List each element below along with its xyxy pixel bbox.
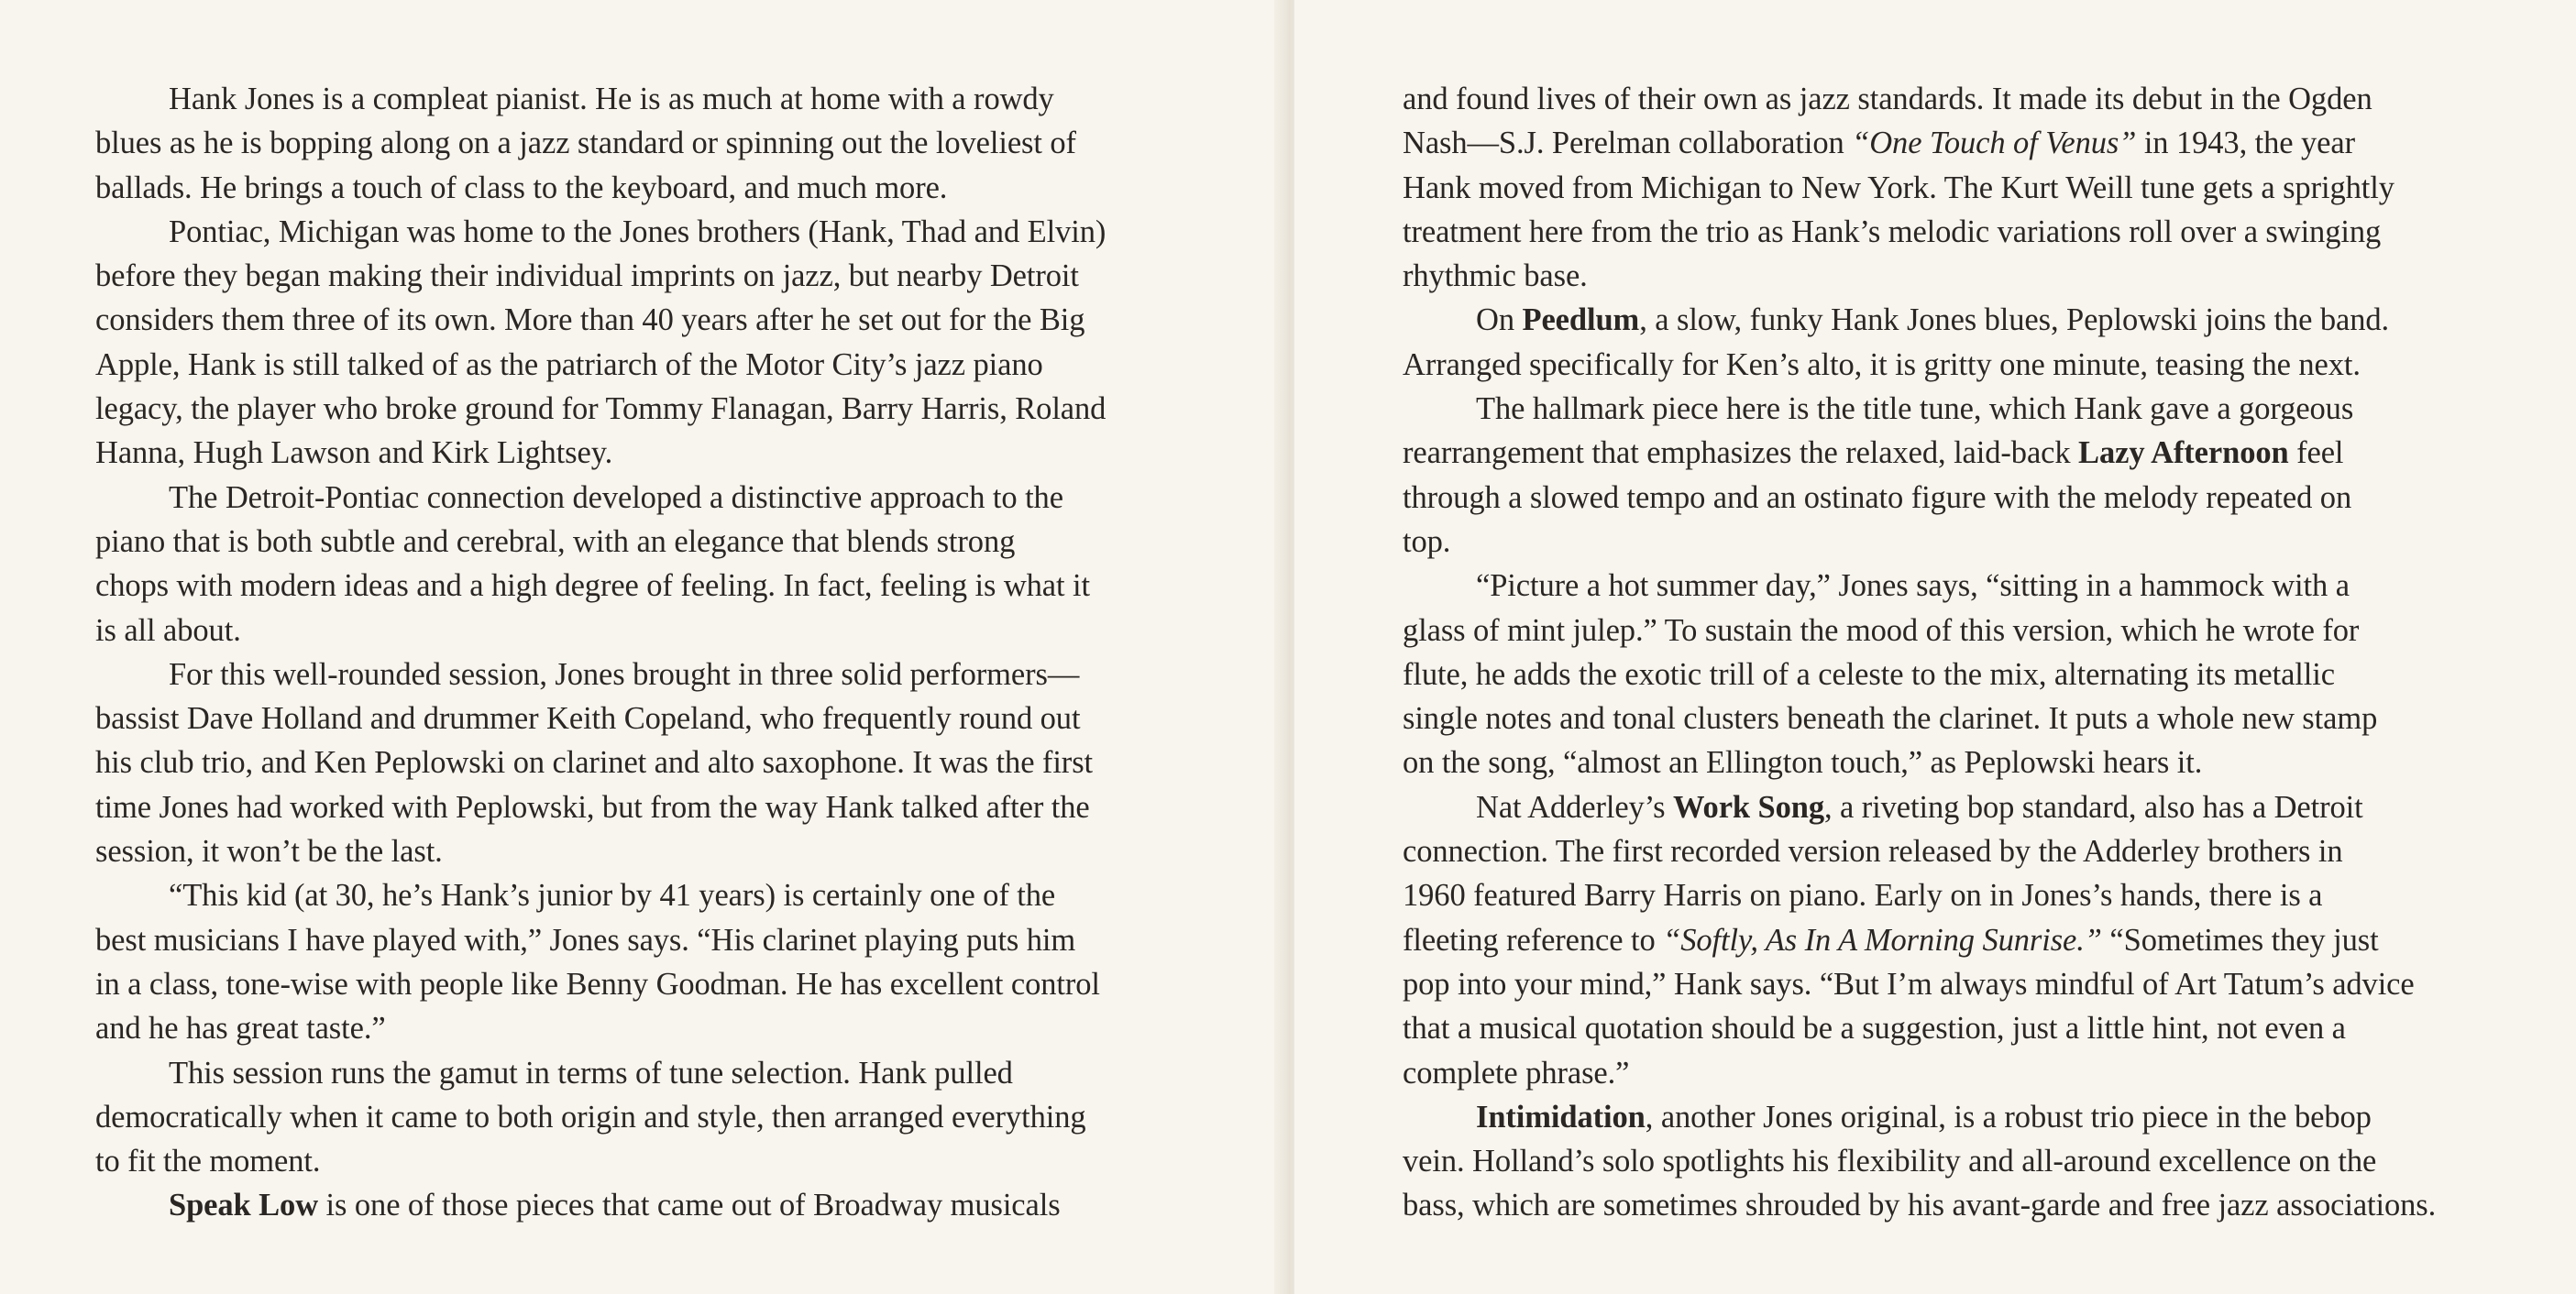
left-paragraph-5	[95, 873, 1205, 1050]
text-line: pop into your mind,” Hank says. “But I’m always mindful of Art Tatum’s advice	[1403, 966, 2415, 1002]
text-lines	[1403, 967, 2415, 1091]
text-line: chops with modern ideas and a high degree of feeling. In fact, feeling is what it	[95, 568, 1091, 604]
text-line: in 1943, the year	[2136, 126, 2355, 161]
text-line: session, it won’t be the last.	[95, 834, 443, 870]
text-line: , a riveting bop standard, also has a Detroit	[1824, 789, 2363, 825]
text-line: This session runs the gamut in terms of tune selection. Hank pulled	[169, 1055, 1013, 1091]
text-lines	[1403, 1144, 2436, 1223]
text-line: considers them three of its own. More than 40 years after he set out for the Big	[95, 302, 1085, 338]
text-line: treatment here from the trio as Hank’s melodic variations roll over a swinging	[1403, 214, 2382, 249]
text-line: is all about.	[95, 612, 241, 648]
text-line: bassist Dave Holland and drummer Keith Copeland, who frequently round out	[95, 701, 1081, 737]
text-line: Apple, Hank is still talked of as the patriarch of the Motor City’s jazz piano	[95, 346, 1043, 382]
text-line: top.	[1403, 523, 1451, 559]
text-line: The Detroit-Pontiac connection developed a distinctive approach to the	[169, 479, 1063, 515]
text-line: rearrangement that emphasizes the relaxed, laid-back	[1403, 435, 2079, 471]
text-lines	[1403, 170, 2394, 294]
tune-title-speak-low: Speak Low	[169, 1188, 319, 1223]
text-line: Nash—S.J. Perelman collaboration	[1403, 126, 1853, 161]
text-line: best musicians I have played with,” Jones says. “His clarinet playing puts him	[95, 922, 1076, 958]
left-text-column	[95, 77, 1205, 1228]
text-line: time Jones had worked with Peplowski, but from the way Hank talked after the	[95, 789, 1090, 825]
left-paragraph-2	[95, 210, 1205, 476]
text-line: Nat Adderley’s	[1476, 789, 1674, 825]
text-line: rhythmic base.	[1403, 258, 1588, 294]
left-paragraph-1	[95, 77, 1205, 210]
paragraph-one-touch-of-venus	[1403, 77, 2539, 298]
left-paragraph-6	[95, 1051, 1205, 1184]
text-line: single notes and tonal clusters beneath the clarinet. It puts a whole new stamp	[1403, 701, 2378, 737]
text-line: fleeting reference to	[1403, 922, 1664, 958]
text-line: Hank moved from Michigan to New York. The Kurt Weill tune gets a sprightly	[1403, 170, 2394, 205]
text-line: “Picture a hot summer day,” Jones says, “sitting in a hammock with a	[1476, 568, 2350, 604]
paragraph-text: is one of those pieces that came out of Broadway musicals	[318, 1188, 1061, 1223]
right-text-column	[1403, 77, 2539, 1228]
text-line: Arranged specifically for Ken’s alto, it is gritty one minute, teasing the next.	[1403, 346, 2361, 382]
text-line: feel	[2288, 435, 2344, 471]
left-paragraph-3	[95, 476, 1205, 652]
text-lines	[1403, 480, 2351, 559]
text-line: Hanna, Hugh Lawson and Kirk Lightsey.	[95, 435, 613, 471]
text-line: to fit the moment.	[95, 1144, 321, 1179]
text-line: , another Jones original, is a robust trio piece in the bebop	[1645, 1099, 2372, 1135]
tune-title-peedlum: Peedlum	[1522, 302, 1640, 338]
left-page	[0, 0, 1282, 1294]
tune-title-lazy-afternoon: Lazy Afternoon	[2078, 435, 2289, 471]
text-line: Pontiac, Michigan was home to the Jones brothers (Hank, Thad and Elvin)	[169, 214, 1106, 249]
text-line: through a slowed tempo and an ostinato figure with the melody repeated on	[1403, 479, 2352, 515]
paragraph-peedlum	[1403, 298, 2539, 387]
text-line: The hallmark piece here is the title tune, which Hank gave a gorgeous	[1476, 391, 2354, 427]
text-line: On	[1476, 302, 1523, 338]
text-line: democratically when it came to both origin and style, then arranged everything	[95, 1099, 1086, 1135]
text-line: vein. Holland’s solo spotlights his flexibility and all-around excellence on the	[1403, 1144, 2377, 1179]
tune-title-work-song: Work Song	[1673, 789, 1824, 825]
text-line: 1960 featured Barry Harris on piano. Early on in Jones’s hands, there is a	[1403, 878, 2323, 914]
text-line: legacy, the player who broke ground for Tommy Flanagan, Barry Harris, Roland	[95, 391, 1106, 427]
text-line: blues as he is bopping along on a jazz standard or spinning out the loveliest of	[95, 126, 1076, 161]
text-line: on the song, “almost an Ellington touch,” as Peplowski hears it.	[1403, 745, 2203, 781]
text-line: “Sometimes they just	[2101, 922, 2379, 958]
text-line: before they began making their individual imprints on jazz, but nearby Detroit	[95, 258, 1079, 294]
text-line: For this well-rounded session, Jones brought in three solid performers—	[169, 656, 1080, 692]
right-page	[1294, 0, 2576, 1294]
left-paragraph-4	[95, 652, 1205, 873]
text-line: ballads. He brings a touch of class to the keyboard, and much more.	[95, 170, 948, 205]
text-line: that a musical quotation should be a suggestion, just a little hint, not even a	[1403, 1011, 2346, 1047]
tune-title-one-touch-of-venus: “One Touch of Venus”	[1852, 126, 2137, 161]
text-line: bass, which are sometimes shrouded by his avant-garde and free jazz associations.	[1403, 1188, 2437, 1223]
text-line: his club trio, and Ken Peplowski on clarinet and alto saxophone. It was the first	[95, 745, 1094, 781]
text-line: in a class, tone-wise with people like Benny Goodman. He has excellent control	[95, 966, 1100, 1002]
text-line: “This kid (at 30, he’s Hank’s junior by 41 years) is certainly one of the	[169, 878, 1056, 914]
left-paragraphs	[95, 77, 1205, 1183]
text-line: , a slow, funky Hank Jones blues, Peplowski joins the band.	[1639, 302, 2390, 338]
paragraph-summer-day-quote	[1403, 564, 2539, 784]
text-line: Hank Jones is a compleat pianist. He is as much at home with a rowdy	[169, 82, 1054, 116]
paragraph-work-song	[1403, 785, 2539, 1095]
text-line: connection. The first recorded version released by the Adderley brothers in	[1403, 834, 2343, 870]
text-line: and found lives of their own as jazz standards. It made its debut in the Ogden	[1403, 82, 2372, 116]
paragraph-intimidation	[1403, 1095, 2539, 1228]
paragraph-speak-low	[95, 1183, 1205, 1227]
text-line: flute, he adds the exotic trill of a celeste to the mix, alternating its metallic	[1403, 656, 2335, 692]
text-line: piano that is both subtle and cerebral, with an elegance that blends strong	[95, 523, 1016, 559]
text-line: and he has great taste.”	[95, 1011, 386, 1047]
tune-title-intimidation: Intimidation	[1476, 1099, 1646, 1135]
tune-title-softly: “Softly, As In A Morning Sunrise.”	[1663, 922, 2102, 958]
paragraph-lazy-afternoon	[1403, 387, 2539, 564]
text-lines	[1403, 568, 2377, 780]
text-line: glass of mint julep.” To sustain the mood of this version, which he wrote for	[1403, 612, 2360, 648]
text-line: complete phrase.”	[1403, 1055, 1630, 1091]
